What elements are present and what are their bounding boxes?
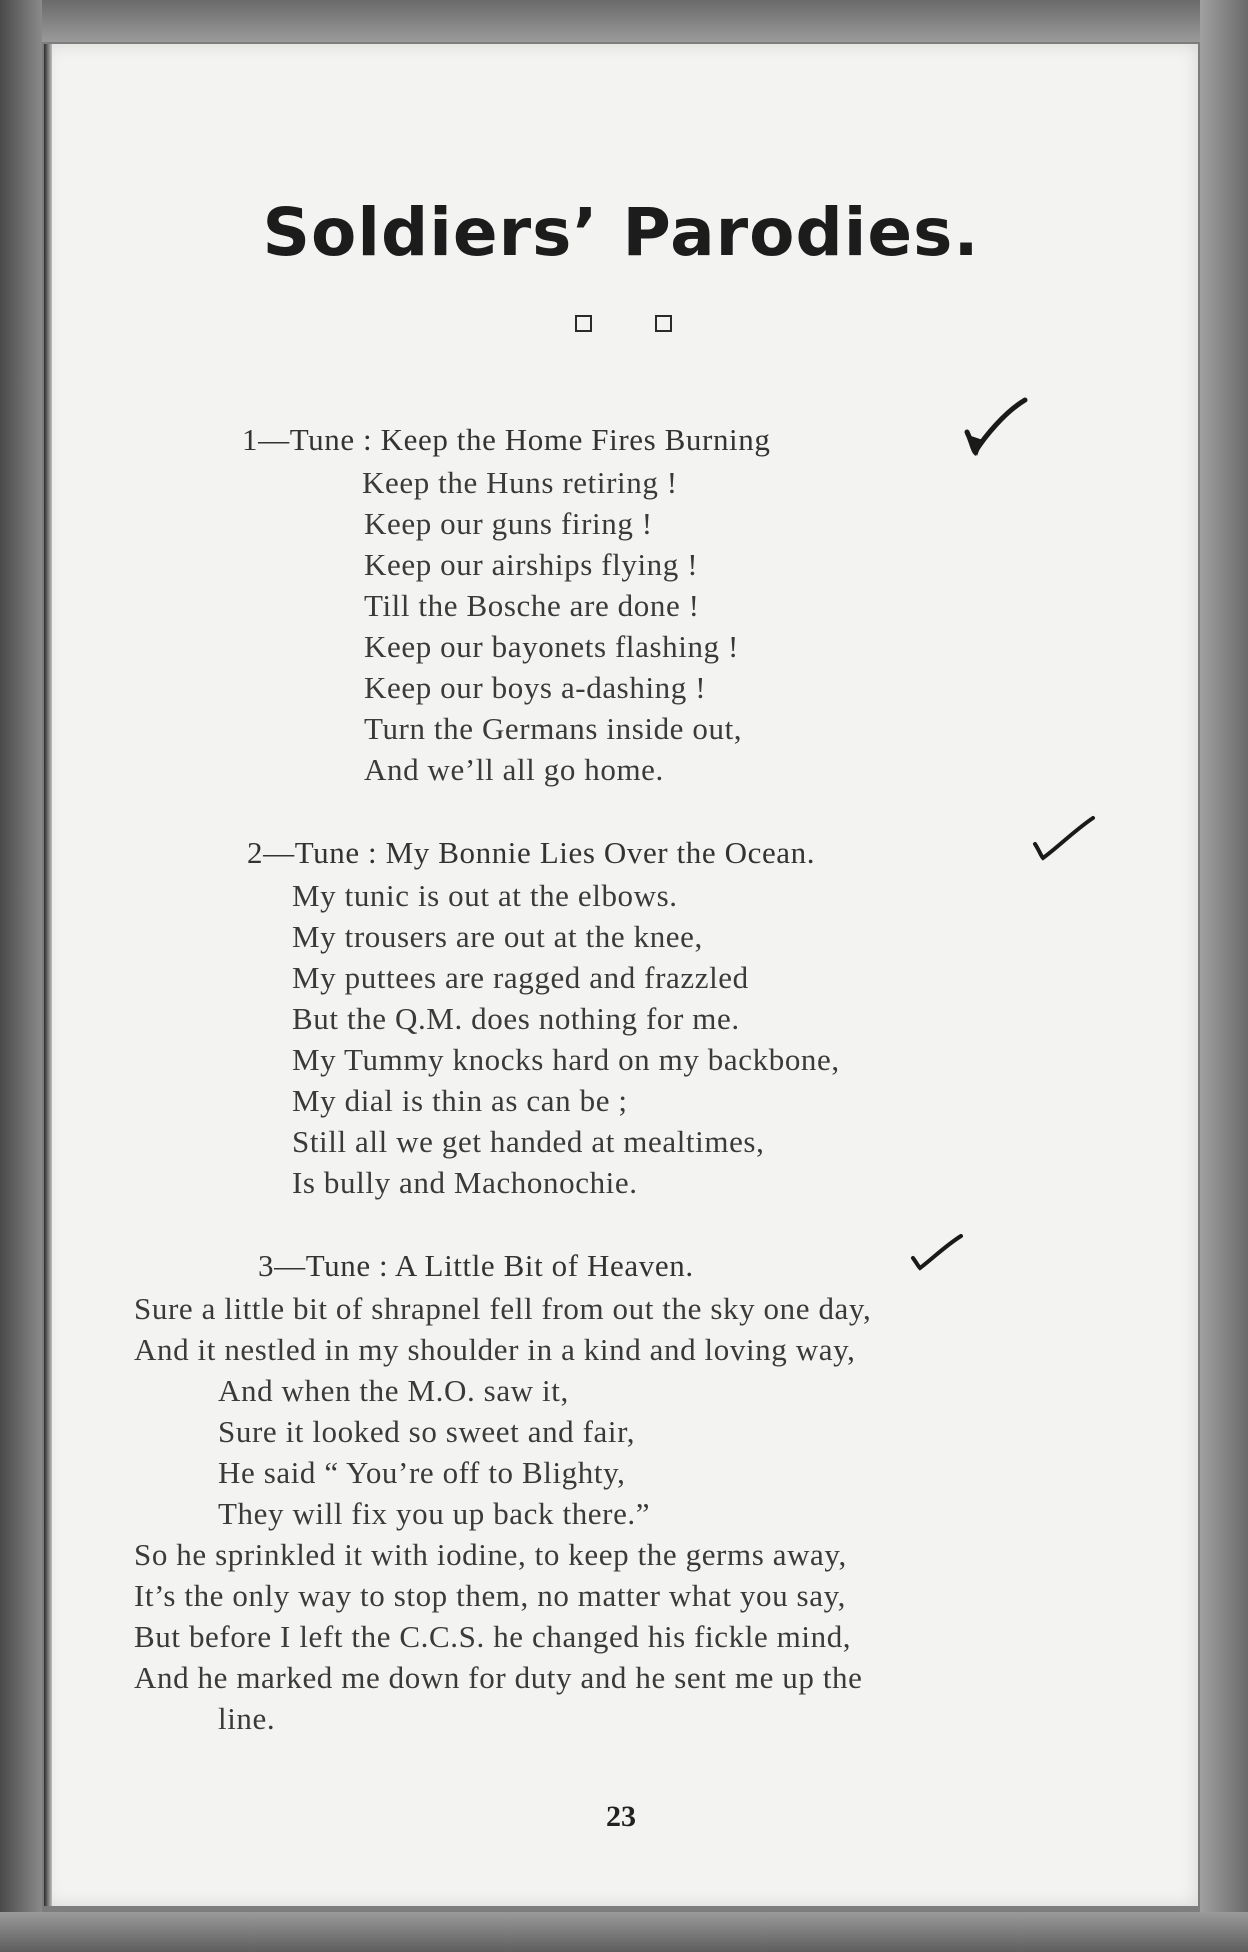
song-2-line: My tunic is out at the elbows. xyxy=(292,878,678,913)
song-3-line: And he marked me down for duty and he sent me up the xyxy=(134,1660,863,1695)
song-1-line: Keep the Huns retiring ! xyxy=(362,465,678,500)
song-2-line: My puttees are ragged and frazzled xyxy=(292,960,749,995)
check-mark-icon xyxy=(909,1232,965,1274)
song-1-line: Keep our bayonets flashing ! xyxy=(364,629,739,664)
page-title: Soldiers’ Parodies. xyxy=(262,194,980,271)
song-3-line: And it nestled in my shoulder in a kind and loving way, xyxy=(134,1332,856,1367)
page-gutter xyxy=(44,44,52,1906)
song-2-line: My Tummy knocks hard on my backbone, xyxy=(292,1042,840,1077)
book-edge-bottom xyxy=(0,1912,1248,1952)
song-1-line: Till the Bosche are done ! xyxy=(364,588,700,623)
song-1-heading: 1—Tune : Keep the Home Fires Burning xyxy=(242,422,771,457)
book-page xyxy=(44,44,1198,1906)
song-1-line: Turn the Germans inside out, xyxy=(364,711,743,746)
song-3-line: They will fix you up back there.” xyxy=(218,1496,651,1531)
song-3-line: So he sprinkled it with iodine, to keep the germs away, xyxy=(134,1537,847,1572)
song-2-line: Is bully and Machonochie. xyxy=(292,1165,638,1200)
song-2-line: Still all we get handed at mealtimes, xyxy=(292,1124,765,1159)
song-2-line: But the Q.M. does nothing for me. xyxy=(292,1001,740,1036)
song-1-line: Keep our boys a-dashing ! xyxy=(364,670,707,705)
book-edge-left xyxy=(0,0,42,1952)
square-ornament-icon xyxy=(655,315,672,332)
song-3-line: It’s the only way to stop them, no matter what you say, xyxy=(134,1578,847,1613)
song-1-line: Keep our guns firing ! xyxy=(364,506,653,541)
song-1-line: Keep our airships flying ! xyxy=(364,547,699,582)
song-2-line: My dial is thin as can be ; xyxy=(292,1083,628,1118)
page-number: 23 xyxy=(606,1800,636,1833)
song-3-line: Sure a little bit of shrapnel fell from out the sky one day, xyxy=(134,1291,872,1326)
song-3-line: He said “ You’re off to Blighty, xyxy=(218,1455,626,1490)
song-1-line: And we’ll all go home. xyxy=(364,752,664,787)
check-mark-icon xyxy=(961,396,1031,458)
book-edge-right xyxy=(1200,0,1248,1952)
song-3-line: line. xyxy=(218,1701,276,1736)
book-edge-top xyxy=(0,0,1248,42)
song-2-heading: 2—Tune : My Bonnie Lies Over the Ocean. xyxy=(247,835,816,870)
square-ornament-icon xyxy=(575,315,592,332)
song-3-heading: 3—Tune : A Little Bit of Heaven. xyxy=(258,1248,694,1283)
song-3-line: But before I left the C.C.S. he changed his fickle mind, xyxy=(134,1619,852,1654)
song-2-line: My trousers are out at the knee, xyxy=(292,919,703,954)
song-3-line: Sure it looked so sweet and fair, xyxy=(218,1414,636,1449)
song-3-line: And when the M.O. saw it, xyxy=(218,1373,569,1408)
check-mark-icon xyxy=(1031,814,1097,864)
